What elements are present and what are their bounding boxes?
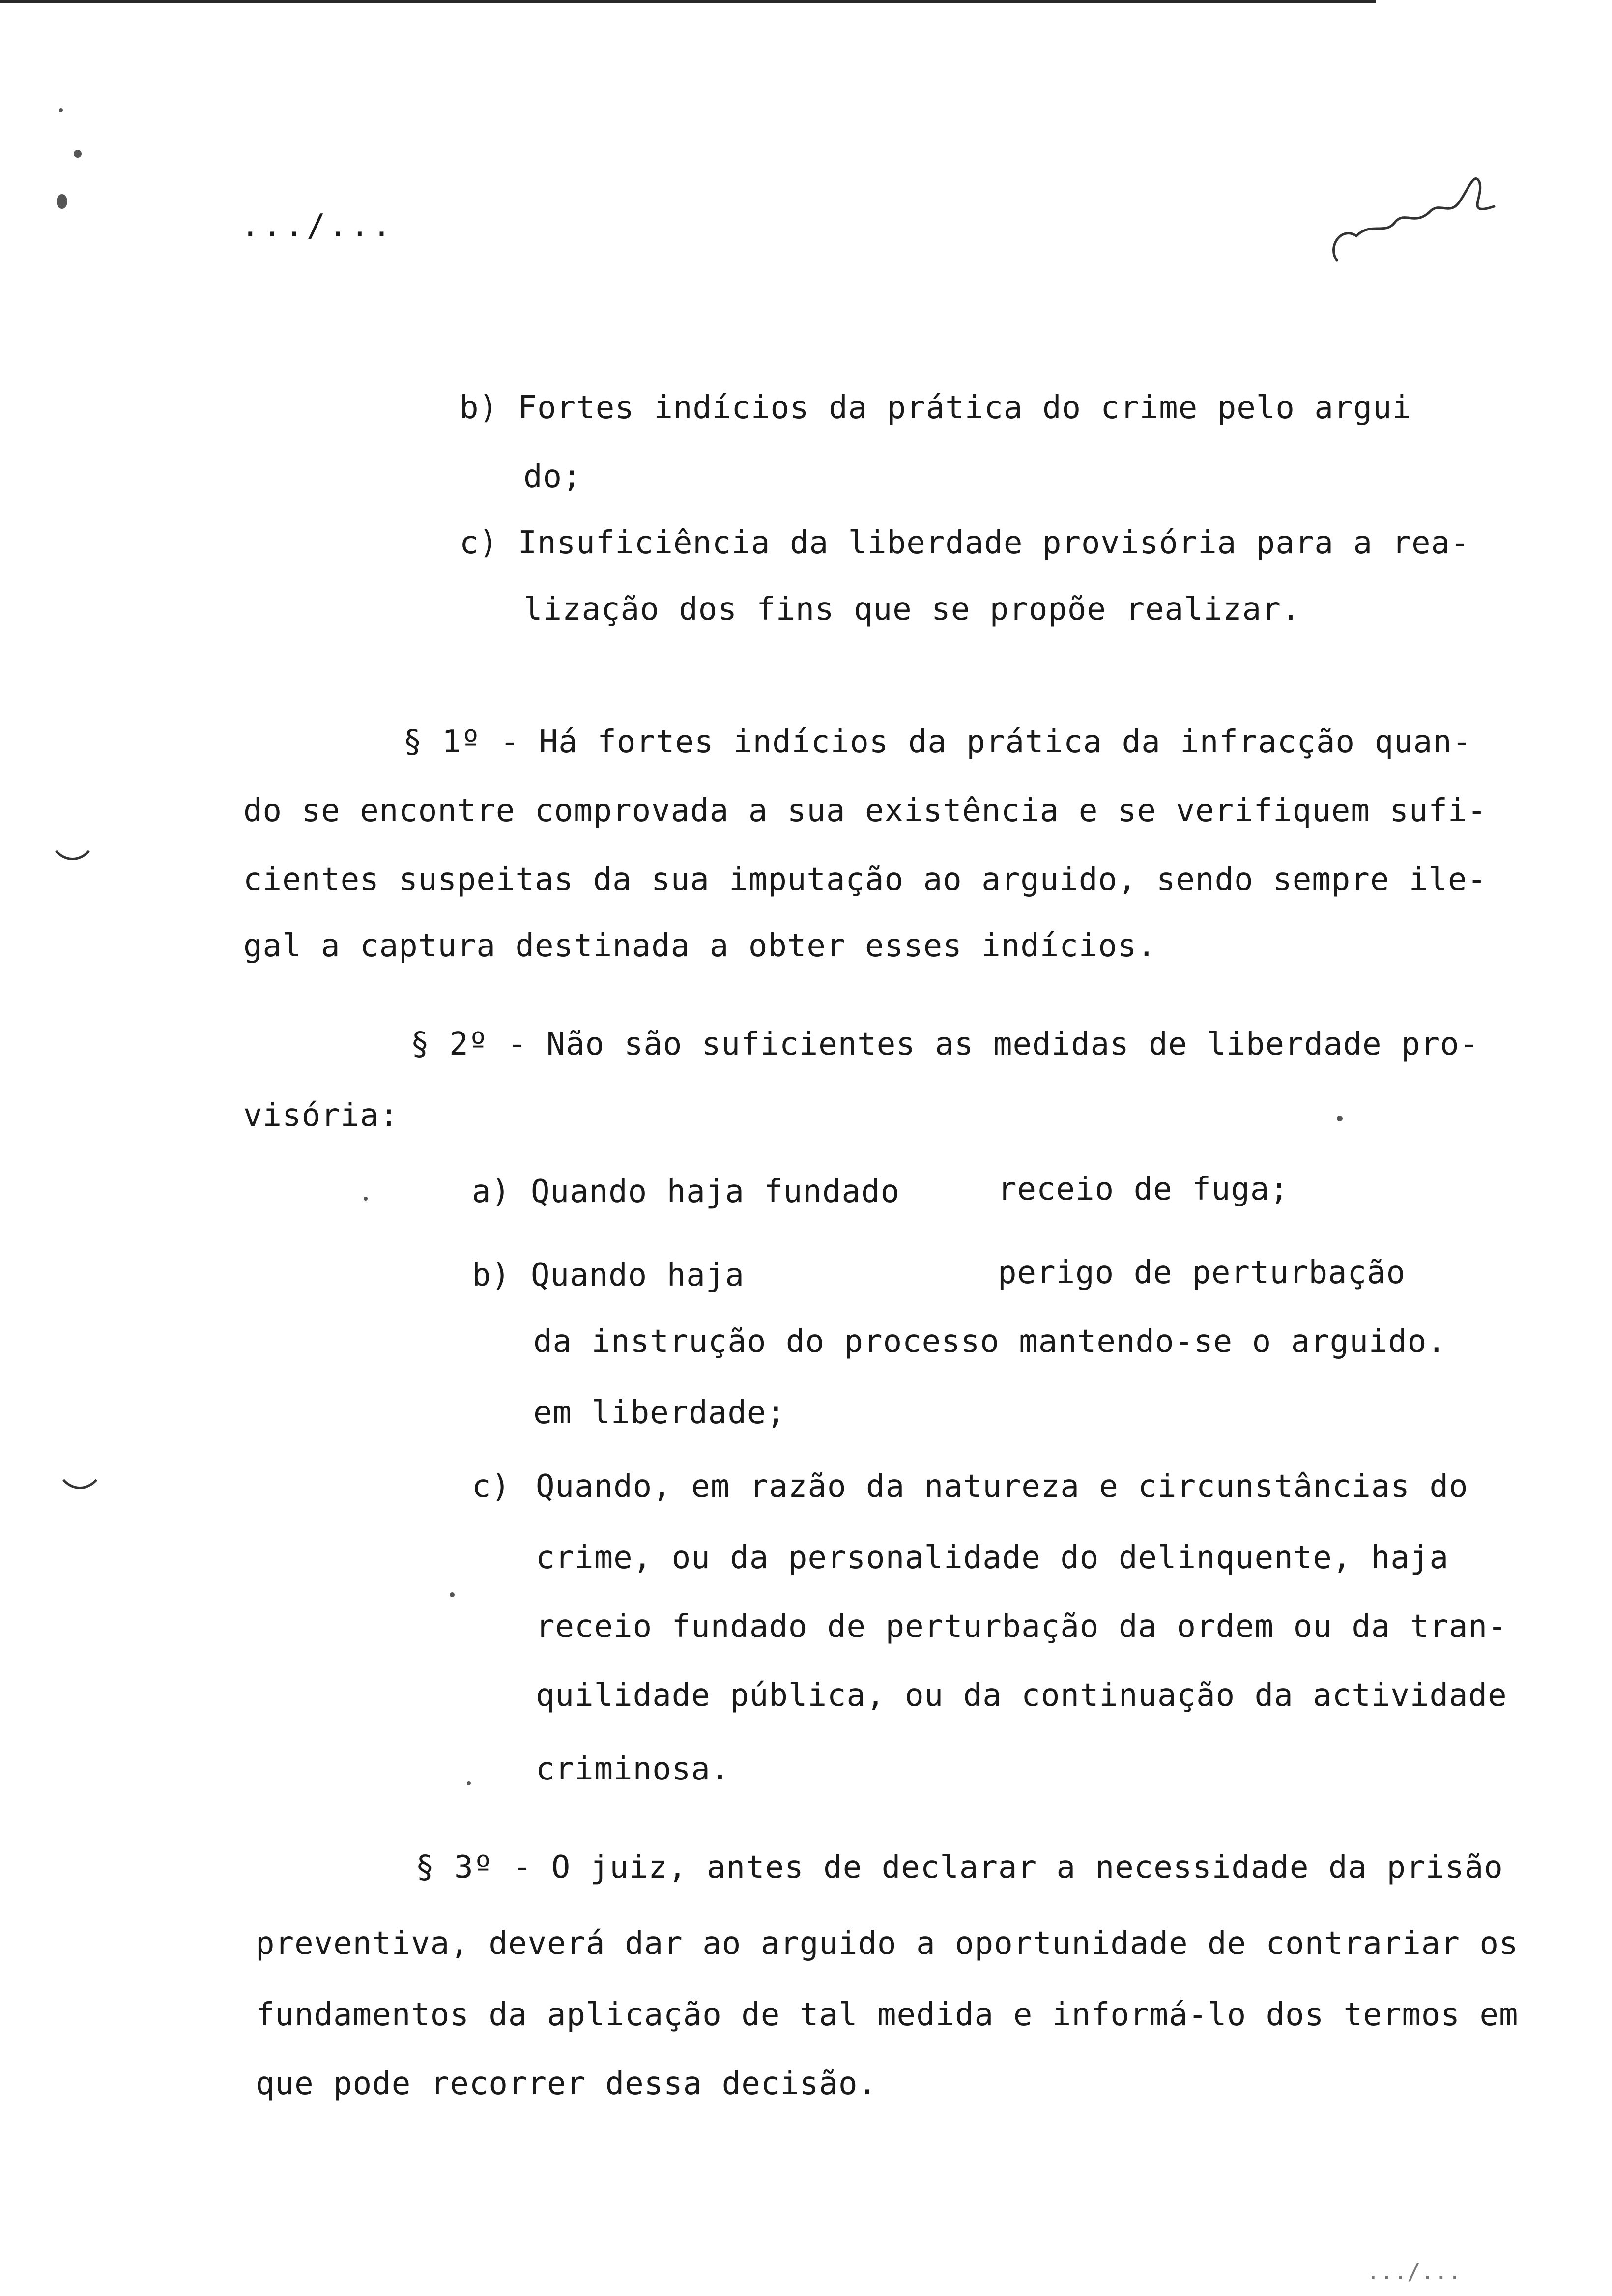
para2-item-c-line4: quilidade pública, ou da continuação da actividade xyxy=(536,1677,1507,1714)
para2-line1: § 2º - Não são suficientes as medidas de liberdade pro- xyxy=(410,1026,1479,1062)
para2-item-b-left: Quando haja xyxy=(531,1257,745,1293)
top-edge-line xyxy=(0,0,1376,3)
para2-item-a-left: Quando haja fundado xyxy=(531,1174,900,1210)
header-continuation: .../... xyxy=(241,208,394,244)
para2-item-c-line1: Quando, em razão da natureza e circunstâncias do xyxy=(536,1468,1468,1505)
para2-item-c-line2: crime, ou da personalidade do delinquente, haja xyxy=(536,1540,1449,1576)
item-c-line2: lização dos fins que se propõe realizar. xyxy=(523,591,1301,628)
scan-arc xyxy=(54,1425,106,1489)
scan-speck xyxy=(467,1781,471,1785)
para2-line2: visória: xyxy=(243,1097,399,1134)
para3-line4: que pode recorrer dessa decisão. xyxy=(256,2066,877,2102)
para1-line1: § 1º - Há fortes indícios da prática da infracção quan- xyxy=(403,724,1472,760)
item-b-line1: b) Fortes indícios da prática do crime pelo argui xyxy=(460,390,1412,426)
scan-speck xyxy=(364,1197,368,1201)
scan-speck xyxy=(74,150,82,158)
para2-item-c-line5: criminosa. xyxy=(536,1751,730,1787)
para2-item-a-right: receio de fuga; xyxy=(998,1171,1289,1207)
scan-speck xyxy=(59,108,63,112)
para2-item-b-cont2: em liberdade; xyxy=(533,1395,786,1431)
para1-line4: gal a captura destinada a obter esses indícios. xyxy=(243,928,1156,964)
scan-speck xyxy=(57,194,67,209)
scan-speck xyxy=(450,1592,455,1597)
para3-line1: § 3º - O juiz, antes de declarar a necessidade da prisão xyxy=(415,1849,1503,1886)
para2-item-b-cont1: da instrução do processo mantendo-se o arguido. xyxy=(533,1323,1446,1360)
para2-item-c-line3: receio fundado de perturbação da ordem ou da tran- xyxy=(536,1608,1507,1645)
para2-item-a-label: a) xyxy=(472,1174,511,1210)
item-b-line2: do; xyxy=(523,459,582,495)
para2-item-c-label: c) xyxy=(472,1468,511,1505)
para3-line2: preventiva, deverá dar ao arguido a oportunidade de contrariar os xyxy=(256,1925,1519,1962)
scan-speck xyxy=(1337,1116,1343,1121)
scan-arc xyxy=(47,796,98,860)
para2-item-b-right: perigo de perturbação xyxy=(998,1255,1406,1291)
signature-mark xyxy=(1317,162,1524,280)
footer-continuation: .../... xyxy=(1366,2258,1462,2285)
para1-line2: do se encontre comprovada a sua existência e se verifiquem sufi- xyxy=(243,793,1487,829)
para1-line3: cientes suspeitas da sua imputação ao arguido, sendo sempre ile- xyxy=(243,861,1487,898)
para3-line3: fundamentos da aplicação de tal medida e informá-lo dos termos em xyxy=(256,1997,1519,2033)
para2-item-b-label: b) xyxy=(472,1257,511,1293)
item-c-line1: c) Insuficiência da liberdade provisória para a rea- xyxy=(460,525,1470,561)
